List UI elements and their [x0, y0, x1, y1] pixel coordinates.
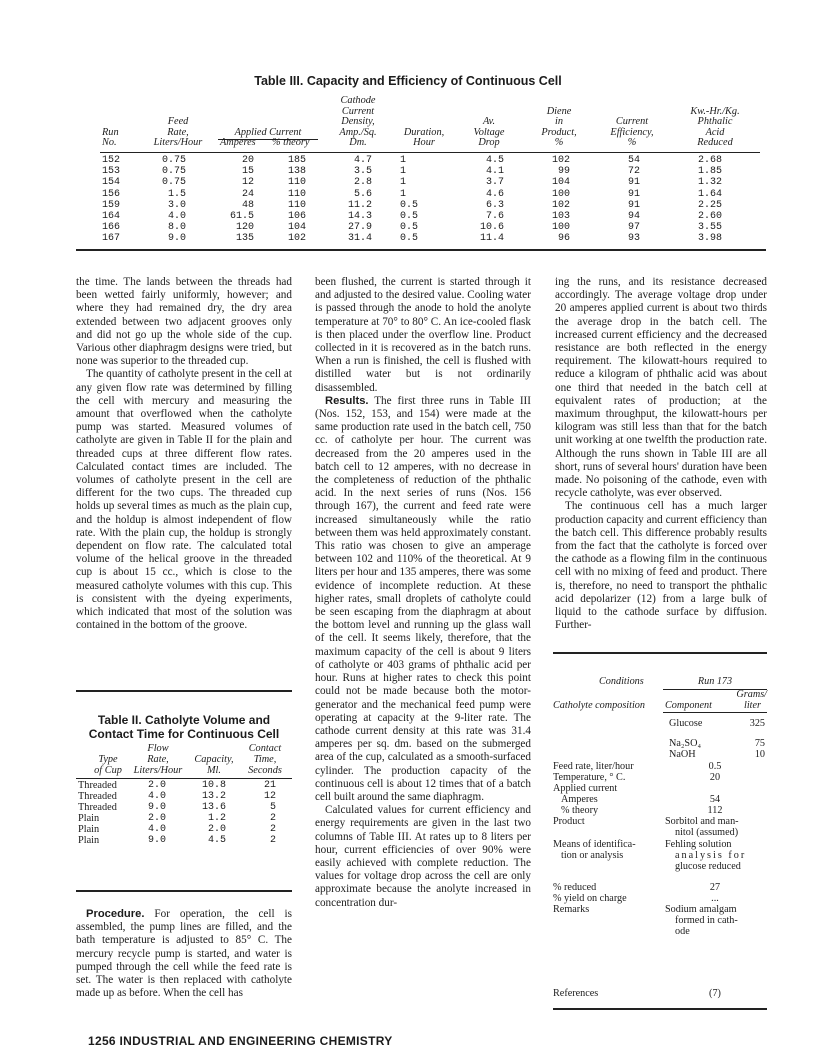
- table-cell: 31.4: [347, 233, 372, 245]
- column-2: [315, 276, 531, 910]
- paragraph: The continuous cell has a much larger production capacity and current efficiency than the batch cell. This difference probably results from the fact that the catholyte is forced over the cathode as a flowing film in the continuous cell with no mixing of feed and product. There is, therefore, no need to transport the phthalic acid depolarizer (12) from a large bulk of liquid to the cathode surface by diffusion. Further-: [555, 500, 767, 632]
- table-cell: 159: [102, 199, 121, 211]
- header-efficiency: Current Efficiency, %: [610, 116, 654, 149]
- table-cell: 2.0: [147, 780, 166, 791]
- table-cell: 3.98: [697, 233, 722, 245]
- table-cell: 1: [400, 155, 407, 166]
- table-cell: 5.6: [353, 188, 372, 200]
- table-cell: 61.5: [229, 211, 254, 222]
- value-reduced: 27: [709, 882, 721, 893]
- table-cell: 0.75: [161, 177, 186, 189]
- table-cell: 12: [263, 791, 276, 802]
- header-run: Run 173: [697, 676, 733, 687]
- table-cell: 2.8: [353, 177, 372, 189]
- table-cell: 102: [551, 199, 570, 211]
- procedure-heading: Procedure.: [86, 908, 145, 920]
- header-diene: Diene in Product, %: [541, 105, 577, 149]
- table-cell: 1.64: [697, 188, 722, 200]
- row-means: Means of identifica-: [553, 839, 636, 850]
- table-cell: 2.25: [697, 199, 722, 211]
- results-heading: Results.: [325, 394, 369, 407]
- column-1: [76, 276, 292, 632]
- table-cell: 166: [102, 222, 121, 234]
- value-references: (7): [709, 988, 721, 999]
- value-theory: 112: [707, 805, 723, 816]
- table-row: [100, 166, 760, 177]
- table-cell: Threaded: [78, 791, 117, 802]
- column-3: [555, 276, 767, 632]
- table-3-title: Table III. Capacity and Efficiency of Continuous Cell: [254, 74, 562, 88]
- table-cell: 48: [241, 199, 254, 211]
- table-cell: 8.0: [167, 222, 186, 234]
- table-cell: 4.0: [167, 211, 186, 222]
- component-rule: [663, 712, 767, 713]
- table-cell: 2: [269, 813, 276, 824]
- table-cell: 3.0: [167, 199, 186, 211]
- table-cell: 91: [627, 199, 640, 211]
- table-cell: Plain: [78, 813, 100, 824]
- table-cell: 164: [102, 211, 121, 222]
- row-references: References: [553, 988, 599, 999]
- table-cell: 120: [235, 222, 254, 234]
- value-amperes: 54: [709, 794, 721, 805]
- table-cell: Threaded: [78, 802, 117, 813]
- value-yield: ...: [711, 893, 719, 904]
- row-catholyte: Catholyte composition: [553, 700, 645, 711]
- table-cell: 3.55: [697, 222, 722, 234]
- value-remarks-2: formed in cath-: [675, 915, 738, 926]
- header-voltage: Av. Voltage Drop: [473, 116, 505, 149]
- table-cell: 9.0: [147, 802, 166, 813]
- table-cell: 20: [241, 155, 254, 166]
- table-cell: 4.6: [485, 188, 504, 200]
- table-cell: 153: [102, 166, 121, 178]
- table-cell: 6.3: [485, 199, 504, 211]
- row-feed: Feed rate, liter/hour: [553, 761, 634, 772]
- table-cell: 152: [102, 155, 121, 166]
- table-cell: 13.6: [201, 802, 226, 813]
- header-kwhr: Kw.-Hr./Kg. Phthalic Acid Reduced: [690, 105, 740, 149]
- table-cell: Plain: [78, 824, 100, 835]
- table-cell: 9.0: [167, 233, 186, 245]
- header-cathode: Cathode Current Density, Amp./Sq. Dm.: [339, 95, 377, 149]
- value-remarks-3: ode: [675, 926, 690, 937]
- table-cell: 99: [557, 166, 570, 178]
- table-cell: 103: [551, 211, 570, 222]
- header-conditions: Conditions: [599, 676, 644, 687]
- table-row: [100, 211, 760, 222]
- table-row: [78, 813, 290, 824]
- table-cell: 1: [400, 166, 407, 178]
- header-type: Type of Cup: [94, 753, 122, 776]
- header-amperes: Amperes: [220, 137, 256, 149]
- table-cell: 4.1: [485, 166, 504, 178]
- table-cell: 9.0: [147, 835, 166, 846]
- row-applied-current: Applied current: [553, 783, 618, 794]
- table-cell: 1: [400, 177, 407, 189]
- value-glucose: 325: [749, 718, 765, 729]
- table-cell: 0.75: [161, 155, 186, 166]
- table-cell: 12: [241, 177, 254, 189]
- table-cell: 1.32: [697, 177, 722, 189]
- header-liter: liter: [744, 700, 761, 711]
- table-cell: 135: [235, 233, 254, 245]
- table-row: [78, 824, 290, 835]
- table-cell: 93: [627, 233, 640, 245]
- table-cell: Threaded: [78, 780, 117, 791]
- table-2-title: Table II. Catholyte Volume and Contact Time for Continuous Cell: [88, 713, 280, 741]
- table-cell: 24: [241, 188, 254, 200]
- table-2-top-rule: [76, 690, 292, 692]
- header-grams: Grams/: [736, 689, 767, 700]
- table-2-header-rule: [76, 778, 292, 779]
- header-run-col: Run No.: [102, 126, 119, 149]
- header-applied-current: Applied Current: [234, 126, 302, 138]
- table-row: [100, 233, 760, 244]
- table-row: [78, 791, 290, 802]
- table-cell: 91: [627, 177, 640, 189]
- table-cell: 102: [287, 233, 306, 245]
- run-table-bottom-rule: [553, 1008, 767, 1010]
- table-row: [100, 200, 760, 211]
- table-cell: 0.75: [161, 166, 186, 178]
- table-cell: 14.3: [347, 211, 372, 222]
- row-product: Product: [553, 816, 585, 827]
- table-row: [78, 835, 290, 846]
- table-cell: 2: [269, 824, 276, 835]
- table-cell: 2: [269, 835, 276, 846]
- table-cell: 1: [400, 188, 407, 200]
- table-cell: 10.8: [201, 780, 226, 791]
- table-row: [78, 802, 290, 813]
- table-cell: 167: [102, 233, 121, 245]
- run-table-top-rule: [553, 652, 767, 654]
- paragraph: been flushed, the current is started through it and adjusted to the desired value. Cooling water is passed through the anode to hold the anolyte temperature at 70° to 80° C. An ice-cooled flask is then placed under the overflow line. Product collected in it is recovered as in the batch runs. When a run is finished, the cell is flushed with distilled water but is not ordinarily disassembled.: [315, 276, 531, 394]
- table-row: [100, 189, 760, 200]
- table-cell: 100: [551, 188, 570, 200]
- table-cell: 1.5: [167, 188, 186, 200]
- table-cell: 138: [287, 166, 306, 178]
- table-cell: 94: [627, 211, 640, 222]
- table-cell: 0.5: [400, 199, 419, 211]
- component-na2so4: Na₂SO₄: [669, 738, 702, 749]
- paragraph: The quantity of catholyte present in the cell at any given flow rate was determined by filling the cell with mercury and measuring the amount that overflowed when the catholyte pump was started. Measured volumes of catholyte are given in Table II for the plain and threaded cups at three different flow rates. Calculated contact times are included. The volumes of catholyte present in the cell are different for the two cups. The threaded cup holds up several times as much as the plain cup, and the holdup is almost independent of flow rate. With the plain cup, the holdup is strongly dependent on flow rate. The calculated total volume of the helical groove in the threaded cup is about 15 cc., which is close to the measured catholyte volumes with this cup. This is consistent with the dyeing experiments, which indicated that most of the solution was contained in the bottom of the groove.: [76, 368, 292, 632]
- table-cell: 2.60: [697, 211, 722, 222]
- page-footer: 1256 INDUSTRIAL AND ENGINEERING CHEMISTRY: [88, 1034, 393, 1048]
- table-cell: 0.5: [400, 211, 419, 222]
- table-cell: 13.2: [201, 791, 226, 802]
- table-cell: 4.0: [147, 824, 166, 835]
- table-cell: 102: [551, 155, 570, 166]
- table-cell: 5: [269, 802, 276, 813]
- table-cell: 104: [287, 222, 306, 234]
- component-glucose: Glucose: [669, 718, 703, 729]
- row-means-2: tion or analysis: [561, 850, 624, 861]
- value-product: Sorbitol and man-: [665, 816, 739, 827]
- value-temperature: 20: [709, 772, 721, 783]
- value-remarks: Sodium amalgam: [665, 904, 737, 915]
- paragraph: ing the runs, and its resistance decreased accordingly. The average voltage drop under 20 amperes applied current is about two thirds the average drop in the batch cell. The increased current efficiency and the decreased resistance are both reflected in the energy requirement. The kilowatt-hours required to reduce a kilogram of phthalic acid was about one third that needed in the batch cell at equivalent rates of production; at the maximum throughput, the kilowatt-hours per kilogram was still less than that for the batch unit working at one twelfth the production rate. Although the runs shown in Table III are all short, runs of several hours' duration have been made. No poisoning of the cathode, even with recycle catholyte, was ever observed.: [555, 276, 767, 500]
- row-temperature: Temperature, ° C.: [553, 772, 626, 783]
- table-cell: 2.0: [207, 824, 226, 835]
- header-contact: Contact Time, Seconds: [248, 743, 282, 776]
- table-cell: 54: [627, 155, 640, 166]
- table-cell: 4.7: [353, 155, 372, 166]
- table-cell: 185: [287, 155, 306, 166]
- table-row: [100, 222, 760, 233]
- table-cell: 4.0: [147, 791, 166, 802]
- table-3-header-rule: [100, 152, 760, 153]
- table-cell: 7.6: [485, 211, 504, 222]
- table-cell: 27.9: [347, 222, 372, 234]
- run-table: [553, 676, 767, 1006]
- header-feed: Feed Rate, Liters/Hour: [153, 116, 203, 149]
- table-2-bottom-rule: [76, 890, 292, 892]
- table-cell: 97: [627, 222, 640, 234]
- table-cell: 110: [287, 188, 306, 200]
- row-remarks: Remarks: [553, 904, 590, 915]
- table-cell: 2.0: [147, 813, 166, 824]
- table-cell: 154: [102, 177, 121, 189]
- table-cell: 100: [551, 222, 570, 234]
- row-reduced: % reduced: [553, 882, 597, 893]
- row-yield: % yield on charge: [553, 893, 627, 904]
- table-cell: 96: [557, 233, 570, 245]
- value-naoh: 10: [754, 749, 765, 760]
- table-cell: 15: [241, 166, 254, 178]
- paragraph: Results. The first three runs in Table III (Nos. 152, 153, and 154) were made at the same production rate used in the batch cell, 750 cc. of catholyte per hour. The current was decreased from the 20 amperes used in the batch cell to 12 amperes, with no decrease in the completeness of reduction of the phthalic acid. In the next series of runs (Nos. 156 through 167), the current and feed rate were increased simultaneously while the ratio between them was held approximately constant. This ratio was chosen to give an amperage between 102 and 110% of the theoretical. At 9 liters per hour and 135 amperes, there was some evidence of incomplete reduction. At these higher rates, small droplets of catholyte could be seen escaping from the diaphragm at about the bottom level and running up the glass wall of the cell. It seems likely, therefore, that the maximum capacity of the cell is about 9 liters of catholyte or 403 grams of phthalic acid per hour. Runs at higher rates to check this point could not be made because both the motor-generator and the mechanical feed pump were operating at capacity at the 9-liter rate. The cathode current density at this rate was 31.4 amperes per sq. dm. based on the submerged area of the cup, calculated as a smooth-surfaced cylinder. The production capacity of the continuous cell is about 12 times that of a batch cell built around the same diaphragm.: [315, 394, 531, 803]
- header-component: Component: [665, 700, 712, 711]
- table-cell: 10.6: [479, 222, 504, 234]
- paragraph: Calculated values for current efficiency and energy requirements are given in the last two columns of Table III. At rates up to 8 liters per hour, current efficiencies of over 90% were easily achieved with complete reduction. The values for voltage drop across the cell are only approximate because the anolyte increased in concentration dur-: [315, 804, 531, 909]
- header-capacity: Capacity, Ml.: [194, 753, 234, 776]
- value-product-2: nitol (assumed): [675, 827, 739, 838]
- table-3: [100, 96, 760, 246]
- table-cell: 4.5: [207, 835, 226, 846]
- table-cell: 0.5: [400, 222, 419, 234]
- column-1-procedure: [76, 908, 292, 1000]
- table-3-bottom-rule: [76, 249, 766, 251]
- header-flow: Flow Rate, Liters/Hour: [133, 743, 183, 776]
- table-cell: 2.68: [697, 155, 722, 166]
- value-na2so4: 75: [754, 738, 765, 749]
- header-duration: Duration, Hour: [403, 126, 445, 149]
- value-feed: 0.5: [708, 761, 722, 772]
- table-cell: 3.5: [353, 166, 372, 178]
- header-pct-theory: % theory: [272, 137, 310, 149]
- table-cell: 110: [287, 177, 306, 189]
- value-means-3: glucose reduced: [675, 861, 741, 872]
- table-cell: Plain: [78, 835, 100, 846]
- table-cell: 0.5: [400, 233, 419, 245]
- row-theory: % theory: [561, 805, 599, 816]
- table-row: [100, 177, 760, 188]
- table-cell: 21: [263, 780, 276, 791]
- table-cell: 11.2: [347, 199, 372, 211]
- paragraph: Procedure. For operation, the cell is assembled, the pump lines are filled, and the bath temperature is adjusted to 85° C. The mercury recycle pump is started, and water is pumped through the cell while the feed rate is set. The water is then replaced with catholyte made up as before. When the cell has: [76, 908, 292, 1000]
- table-cell: 4.5: [485, 155, 504, 166]
- table-cell: 1.2: [207, 813, 226, 824]
- paragraph: the time. The lands between the threads had been wetted fairly uniformly, however; and where they had remained dry, the dry area extended between two adjacent grooves only and did not go up the whole side of the cup. Various other diaphragm designs were tried, but none was superior to the threaded cup.: [76, 276, 292, 368]
- value-means-2: analysis for: [675, 850, 747, 861]
- table-cell: 104: [551, 177, 570, 189]
- table-cell: 91: [627, 188, 640, 200]
- table-cell: 3.7: [485, 177, 504, 189]
- table-cell: 1.85: [697, 166, 722, 178]
- table-cell: 72: [627, 166, 640, 178]
- component-naoh: NaOH: [669, 749, 696, 760]
- value-means: Fehling solution: [665, 839, 732, 850]
- table-row: [78, 780, 290, 791]
- table-cell: 106: [287, 211, 306, 222]
- table-cell: 156: [102, 188, 121, 200]
- table-cell: 110: [287, 199, 306, 211]
- row-amperes: Amperes: [561, 794, 598, 805]
- table-cell: 11.4: [479, 233, 504, 245]
- table-row: [100, 155, 760, 166]
